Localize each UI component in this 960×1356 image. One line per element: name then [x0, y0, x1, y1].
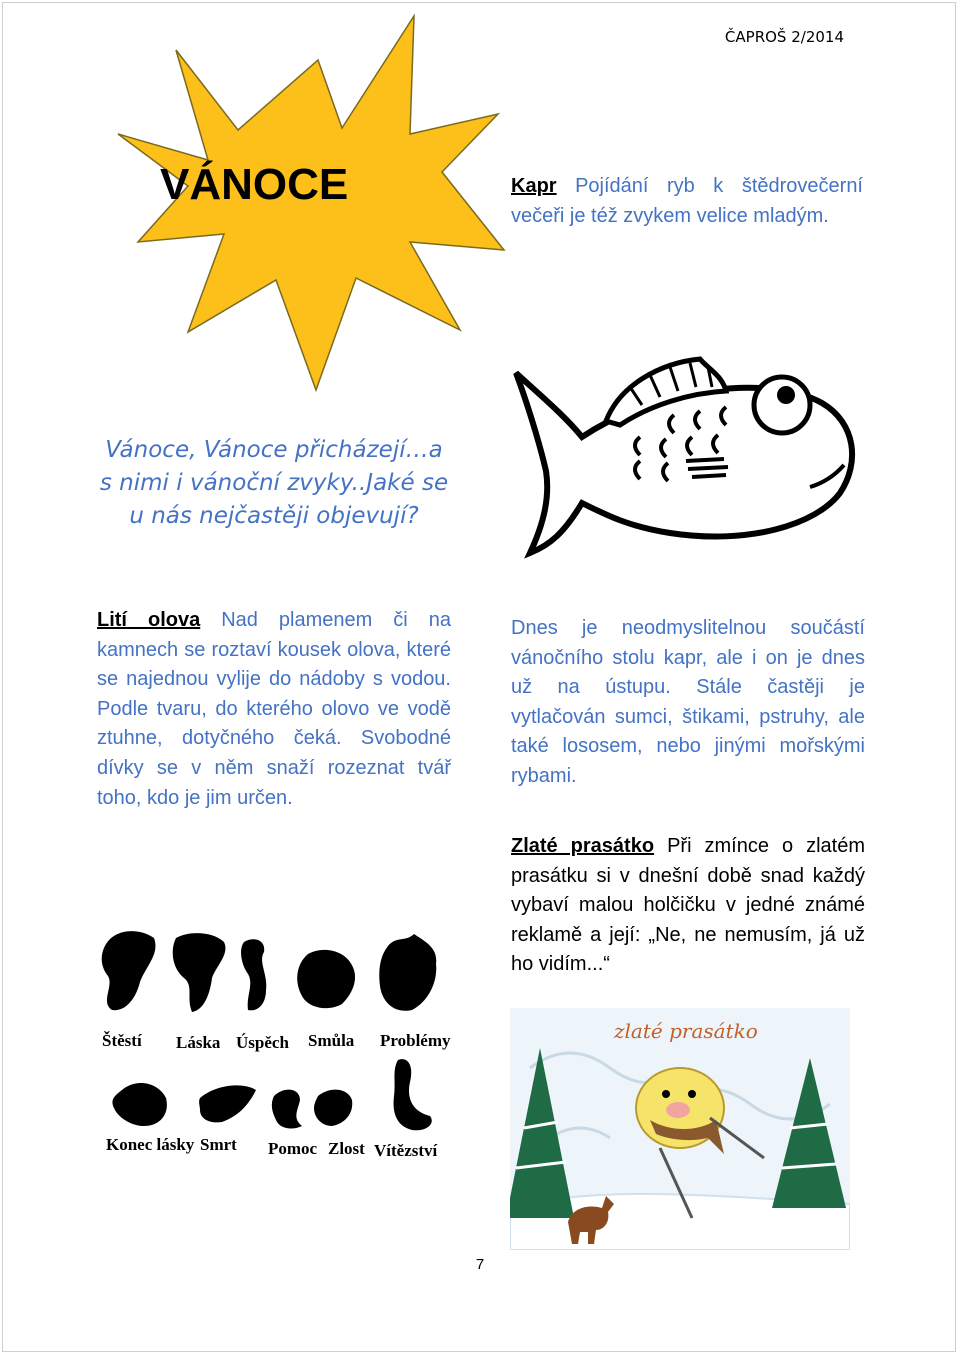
fish-gill-line	[686, 459, 724, 461]
lead-label-smula: Smůla	[308, 1031, 355, 1050]
kapr-keyword: Kapr	[511, 175, 557, 197]
golden-pig-image	[510, 1008, 850, 1250]
lead-text: Nad plamenem či na kamnech se roztaví kousek olova, které se najednou vylije do nádoby s vodou. Podle tvaru, do kterého olovo ve vodě ztuhne, dotyčného čeká. Svobodné dívky se v něm snaží rozeznat tvář toho, kdo je jim určen.	[97, 609, 451, 809]
lead-shape-pomoc	[272, 1090, 302, 1129]
page-number: 7	[475, 1256, 485, 1273]
lead-shape-smrt	[199, 1085, 256, 1122]
lead-label-stesti: Štěstí	[102, 1031, 142, 1050]
lead-shape-uspech	[241, 939, 266, 1010]
lead-keyword: Lití olova	[97, 609, 201, 631]
lead-paragraph	[97, 606, 451, 813]
lead-shape-stesti	[102, 931, 156, 1010]
pig-eye	[688, 1090, 696, 1098]
fish-pupil	[777, 386, 795, 404]
lead-label-smrt: Smrt	[200, 1135, 237, 1154]
lead-label-pomoc: Pomoc	[268, 1139, 318, 1158]
lead-shape-laska	[173, 933, 226, 1012]
lead-shapes-image	[96, 920, 456, 1170]
lead-label-vitezstvi: Vítězství	[374, 1141, 438, 1160]
pig-snout	[666, 1102, 690, 1118]
lead-label-konec-lasky: Konec lásky	[106, 1135, 195, 1154]
carp-paragraph: Dnes je neodmyslitelnou součástí vánočního stolu kapr, ale i on je dnes už na ústupu. Stále častěji je vytlačován sumci, štikami, pstruhy, ale také lososem, nebo jinými mořskými rybami.	[511, 617, 865, 787]
page-title: VÁNOCE	[160, 160, 349, 209]
fish-gill-line	[688, 467, 728, 469]
lead-shape-smula	[297, 950, 355, 1008]
lead-label-uspech: Úspěch	[236, 1033, 289, 1052]
pig-picture-caption: zlaté prasátko	[614, 1019, 758, 1043]
carp-fish-image	[510, 345, 870, 575]
prasatko-keyword: Zlaté prasátko	[511, 835, 655, 857]
pig-eye	[662, 1090, 670, 1098]
lead-shape-vitezstvi	[394, 1059, 432, 1130]
kapr-text: Pojídání ryb k štědrovečerní večeři je též zvykem velice mladým.	[511, 175, 863, 227]
kapr-paragraph	[511, 172, 863, 231]
intro-text: Vánoce, Vánoce přicházejí…a s nimi i vánoční zvyky..Jaké se u nás nejčastěji objevují?	[99, 437, 449, 529]
fish-gill-line	[692, 475, 726, 477]
lead-shape-konec-lasky	[112, 1083, 166, 1126]
lead-label-laska: Láska	[176, 1033, 221, 1052]
prasatko-paragraph	[511, 832, 865, 980]
lead-shape-problemy	[379, 934, 436, 1011]
lead-label-problemy: Problémy	[380, 1031, 451, 1050]
prasatko-text: Při zmínce o zlatém prasátku si v dnešní době snad každý vybaví malou holčičku v jedné známé reklamě a její: „Ne, ne nemusím, já už ho vidím...“	[511, 835, 865, 976]
lead-label-zlost: Zlost	[328, 1139, 365, 1158]
issue-header: ČAPROŠ 2/2014	[724, 28, 844, 46]
lead-shape-zlost	[314, 1090, 352, 1126]
fish-eye	[754, 377, 810, 433]
